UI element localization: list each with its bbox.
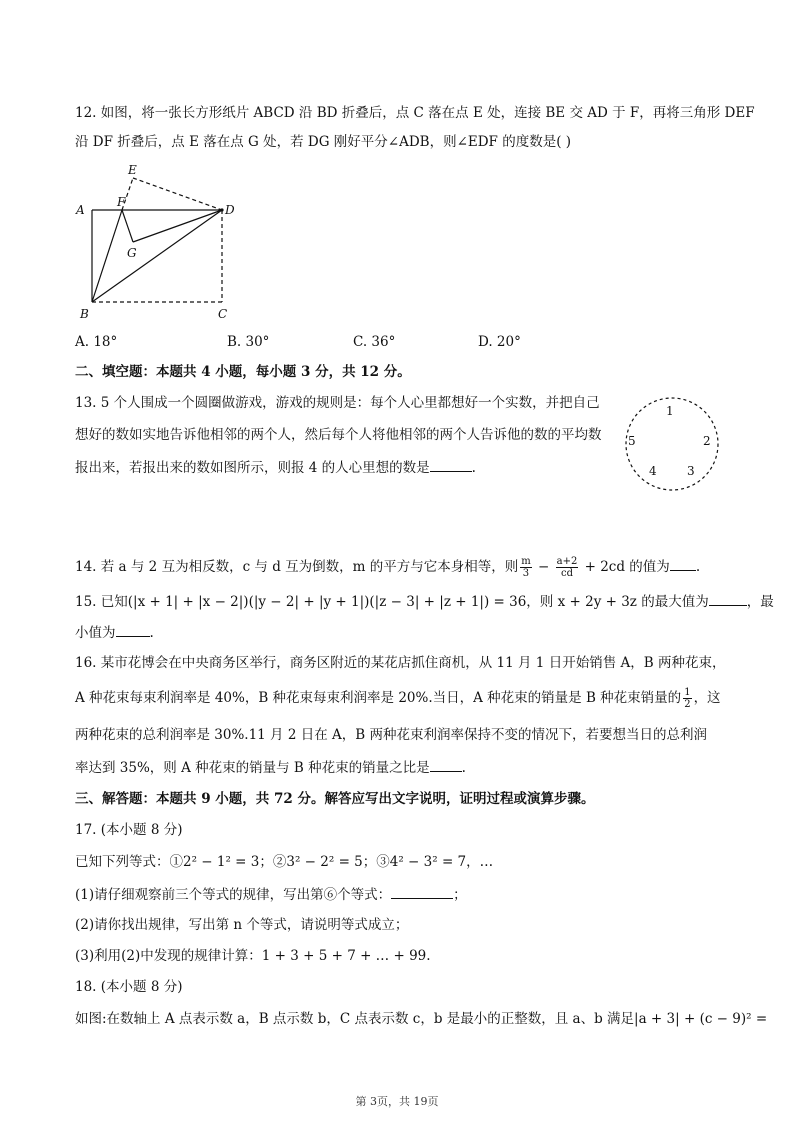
circle-number-3: 3 bbox=[687, 464, 695, 478]
label-F: F bbox=[117, 195, 126, 209]
q15-line-1: 15. 已知(|x + 1| + |x − 2|)(|y − 2| + |y + 1|)(|z − 3| + |z + 1|) = 36，则 x + 2y + 3z 的最大值为 ，最 bbox=[75, 591, 774, 612]
page-footer: 第 3页，共 19页 bbox=[355, 1095, 439, 1108]
q16-line-2: A 种花束每束利润率是 40%，B 种花束每束利润率是 20%.当日，A 种花束的销量是 B 种花束销量的 $\frac{1}{2}$ ，这 bbox=[75, 687, 721, 710]
segment-BF bbox=[92, 210, 122, 302]
q15-line-2: 小值为 . bbox=[75, 622, 154, 643]
fraction-1-over-2: $\frac{1}{2}$ bbox=[684, 687, 691, 710]
section-2-heading: 二、填空题：本题共 4 小题，每小题 3 分，共 12 分。 bbox=[75, 364, 411, 380]
segment-ED bbox=[133, 178, 222, 210]
section-3-heading: 三、解答题：本题共 9 小题，共 72 分。解答应写出文字说明，证明过程或演算步骤。 bbox=[75, 791, 595, 807]
q12-figure bbox=[70, 160, 250, 325]
q13-line-3: 报出来，若报出来的数如图所示，则报 4 的人心里想的数是 . bbox=[75, 457, 476, 478]
q18-heading: 18. (本小题 8 分) bbox=[75, 979, 183, 995]
fraction-a-plus-2-over-cd: $\frac{a+2}{cd}$ bbox=[556, 556, 578, 579]
q16-line-4: 率达到 35%，则 A 种花束的销量与 B 种花束的销量之比是 . bbox=[75, 757, 466, 778]
q12-line-2: 沿 DF 折叠后，点 E 落在点 G 处，若 DG 刚好平分∠ADB，则∠EDF 的度数是( ) bbox=[75, 134, 572, 150]
q12-line-1: 12. 如图，将一张长方形纸片 ABCD 沿 BD 折叠后，点 C 落在点 E 处，连接 BE 交 AD 于 F，再将三角形 DEF bbox=[75, 105, 755, 121]
q17-line-2: (1)请仔细观察前三个等式的规律，写出第⑥个等式： ； bbox=[75, 884, 467, 905]
label-C: C bbox=[218, 307, 228, 321]
circle-number-1: 1 bbox=[666, 404, 674, 418]
q13-line-2: 想好的数如实地告诉他相邻的两个人，然后每个人将他相邻的两个人告诉他的数的平均数 bbox=[75, 427, 602, 443]
circle-number-5: 5 bbox=[628, 434, 636, 448]
circle-number-4: 4 bbox=[649, 464, 657, 478]
segment-GD bbox=[133, 210, 222, 242]
label-B: B bbox=[80, 307, 89, 321]
q17-line-4: (3)利用(2)中发现的规律计算：1 + 3 + 5 + 7 + … + 99. bbox=[75, 948, 431, 964]
fraction-m-over-3: $\frac{m}{3}$ bbox=[521, 556, 531, 579]
q12-option-c: C. 36° bbox=[353, 334, 396, 350]
q17-heading: 17. (本小题 8 分) bbox=[75, 822, 183, 838]
q16-line-3: 两种花束的总利润率是 30%.11 月 2 日在 A，B 两种花束利润率保持不变的情况下，若要想当日的总利润 bbox=[75, 727, 707, 743]
q14-line: 14. 若 a 与 2 互为相反数，c 与 d 互为倒数，m 的平方与它本身相等，则 $\frac{m}{3}$ − $\frac{a+2}{cd}$ + 2cd 的值为 . bbox=[75, 556, 701, 579]
q12-option-d: D. 20° bbox=[478, 334, 521, 350]
circle-number-2: 2 bbox=[703, 434, 711, 448]
q13-line-1: 13. 5 个人围成一个圆圈做游戏，游戏的规则是：每个人心里都想好一个实数，并把自己 bbox=[75, 395, 600, 411]
label-G: G bbox=[127, 246, 137, 260]
label-A: A bbox=[76, 203, 85, 217]
label-D: D bbox=[225, 203, 235, 217]
q17-line-3: (2)请你找出规律，写出第 n 个等式，请说明等式成立； bbox=[75, 917, 409, 933]
q12-option-a: A. 18° bbox=[75, 334, 118, 350]
q12-option-b: B. 30° bbox=[227, 334, 270, 350]
q16-line-1: 16. 某市花博会在中央商务区举行，商务区附近的某花店抓住商机，从 11 月 1 日开始销售 A，B 两种花束， bbox=[75, 655, 726, 671]
q13-circle-figure bbox=[622, 393, 722, 495]
segment-FG bbox=[122, 210, 133, 242]
q17-line-1: 已知下列等式：①2² − 1² = 3；②3² − 2² = 5；③4² − 3² = 7，… bbox=[75, 854, 494, 870]
label-E: E bbox=[128, 163, 137, 177]
q18-line-1: 如图:在数轴上 A 点表示数 a，B 点示数 b，C 点表示数 c，b 是最小的正整数，且 a、b 满足|a + 3| + (c − 9)² = bbox=[75, 1011, 768, 1027]
segment-BD bbox=[92, 210, 222, 302]
